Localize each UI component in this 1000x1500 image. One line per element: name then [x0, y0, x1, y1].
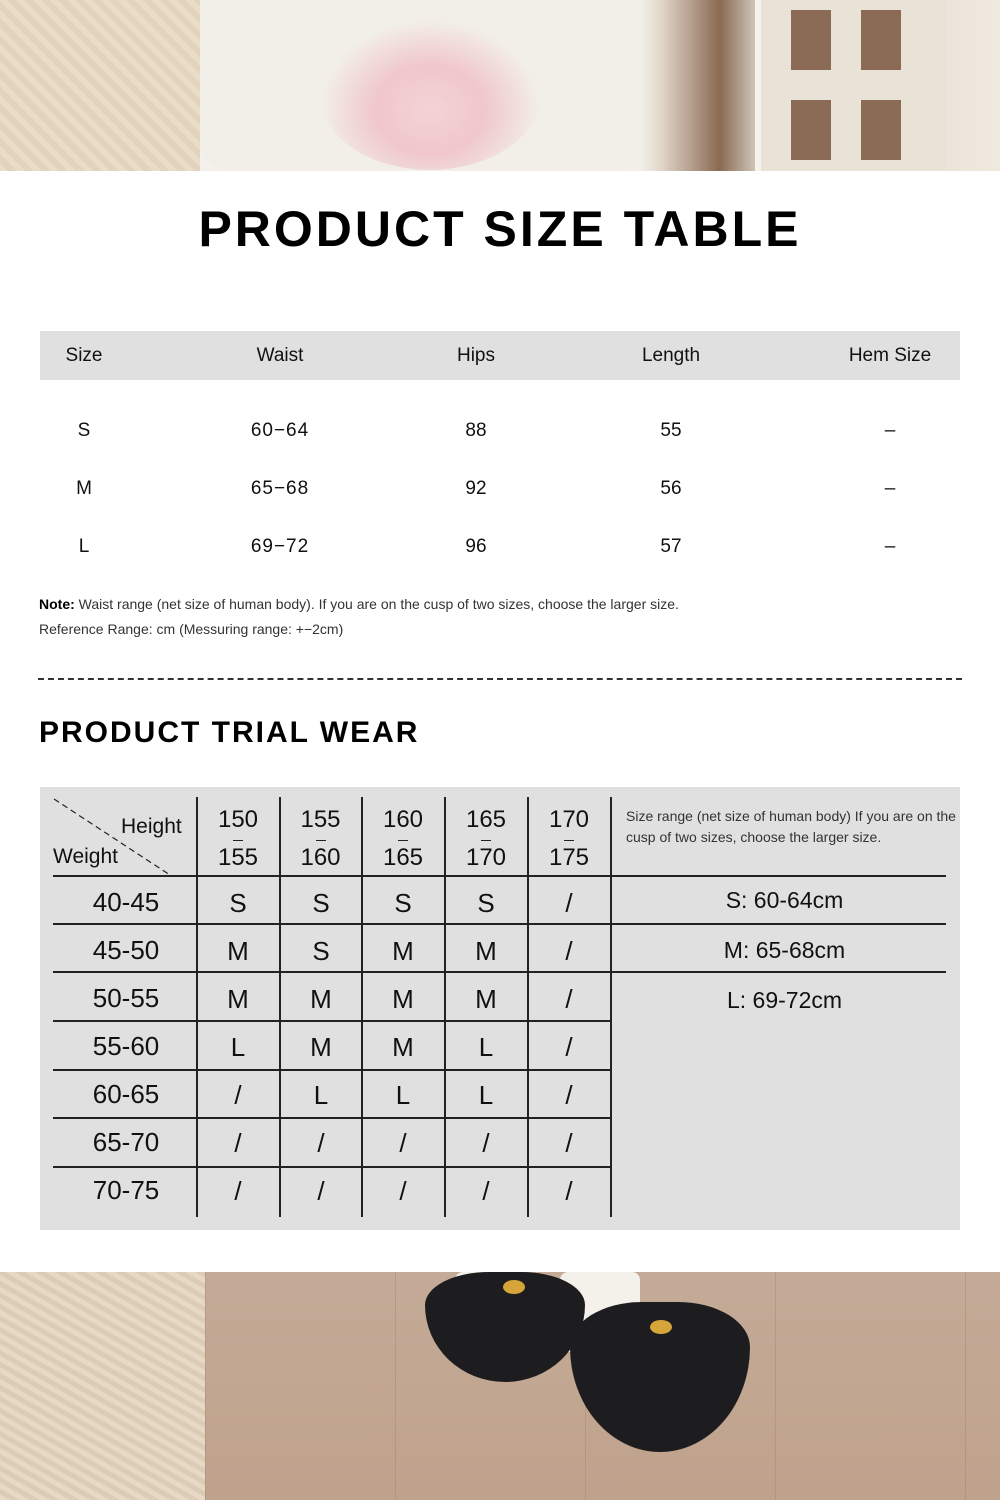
grid-line: [53, 971, 946, 973]
size-cell: S: [312, 888, 330, 918]
size-cell: /: [565, 984, 573, 1014]
size-cell: /: [317, 1176, 325, 1206]
size-cell: M: [227, 936, 249, 966]
height-header: 165 170: [465, 806, 507, 871]
size-cell: /: [399, 1176, 407, 1206]
size-cell: /: [565, 936, 573, 966]
length-cell: 56: [660, 478, 682, 499]
size-cell: S: [394, 888, 412, 918]
door-image: [755, 0, 946, 171]
corner-weight-label: Weight: [53, 845, 118, 868]
size-header-hips: Hips: [456, 345, 495, 366]
height-header: 155 160: [300, 806, 341, 871]
weight-label: 40-45: [92, 887, 160, 917]
size-cell: M: [475, 936, 497, 966]
waist-cell: 65−68: [250, 478, 310, 499]
size-note: [39, 596, 679, 612]
product-photo-bottom: [0, 1272, 1000, 1500]
size-cell: /: [565, 888, 573, 918]
size-cell: /: [482, 1176, 490, 1206]
size-cell: M: [310, 984, 332, 1014]
reference-range-note: Reference Range: cm (Messuring range: +−2cm): [39, 621, 344, 637]
trial-wear-title: PRODUCT TRIAL WEAR: [39, 716, 420, 749]
size-cell: /: [234, 1176, 242, 1206]
hem-cell: –: [884, 478, 896, 499]
size-cell: S: [477, 888, 495, 918]
size-cell: L: [478, 1080, 494, 1110]
size-cell: /: [565, 1080, 573, 1110]
size-range-s: S: 60-64cm: [725, 887, 844, 913]
height-header: 170 175: [548, 806, 590, 871]
shoe-ornament: [650, 1320, 672, 1334]
product-photo-top: [0, 0, 1000, 171]
size-cell: /: [317, 1128, 325, 1158]
size-range-note: Size range (net size of human body) If you are on the cusp of two sizes, choose the larger size.: [626, 808, 956, 845]
size-header-hem: Hem Size: [848, 345, 932, 366]
hem-cell: –: [884, 420, 896, 441]
size-cell: M: [310, 1032, 332, 1062]
size-cell: /: [234, 1128, 242, 1158]
size-cell: S: [229, 888, 247, 918]
size-range-m: M: 65-68cm: [723, 937, 846, 963]
height-header: 150 155: [217, 806, 259, 871]
hips-cell: 88: [465, 420, 487, 441]
size-cell: M: [392, 936, 414, 966]
stone-wall-image: [0, 0, 200, 171]
size-cell: /: [565, 1128, 573, 1158]
size-cell: M: [392, 984, 414, 1014]
shoe-ornament: [503, 1280, 525, 1294]
grid-line: [53, 923, 946, 925]
hips-cell: 92: [465, 478, 487, 499]
weight-label: 60-65: [92, 1079, 160, 1109]
size-cell: /: [565, 1032, 573, 1062]
size-header-size: Size: [65, 345, 103, 366]
weight-label: 70-75: [92, 1175, 160, 1205]
size-header-length: Length: [641, 345, 701, 366]
size-cell: M: [227, 984, 249, 1014]
waist-cell: 60−64: [250, 420, 310, 441]
note-label: Note:: [39, 596, 75, 612]
size-cell: S: [312, 936, 330, 966]
weight-label: 55-60: [92, 1031, 160, 1061]
corner-height-label: Height: [121, 815, 182, 838]
note-text: Waist range (net size of human body). If you are on the cusp of two sizes, choose the larger size.: [74, 596, 679, 612]
size-header-waist: Waist: [256, 345, 304, 366]
size-cell: S: [77, 420, 91, 441]
stone-wall-image: [0, 1272, 205, 1500]
size-cell: /: [565, 1176, 573, 1206]
weight-label: 45-50: [92, 935, 160, 965]
size-cell: L: [395, 1080, 411, 1110]
flower-embroidery-image: [320, 20, 540, 170]
section-divider: [38, 678, 962, 680]
size-cell: /: [234, 1080, 242, 1110]
waist-cell: 69−72: [250, 536, 310, 557]
size-cell: L: [313, 1080, 329, 1110]
size-cell: /: [399, 1128, 407, 1158]
size-cell: L: [478, 1032, 494, 1062]
weight-label: 50-55: [92, 983, 160, 1013]
size-cell: M: [475, 984, 497, 1014]
size-cell: L: [78, 536, 90, 557]
height-header: 160 165: [382, 806, 424, 871]
weight-label: 65-70: [92, 1127, 160, 1157]
size-cell: L: [230, 1032, 246, 1062]
hips-cell: 96: [465, 536, 487, 557]
grid-line: [53, 875, 946, 877]
size-cell: M: [392, 1032, 414, 1062]
page-title: PRODUCT SIZE TABLE: [198, 201, 802, 257]
length-cell: 55: [660, 420, 682, 441]
length-cell: 57: [660, 536, 682, 557]
hem-cell: –: [884, 536, 896, 557]
size-cell: M: [76, 478, 92, 499]
size-cell: /: [482, 1128, 490, 1158]
size-range-l: L: 69-72cm: [726, 987, 843, 1013]
